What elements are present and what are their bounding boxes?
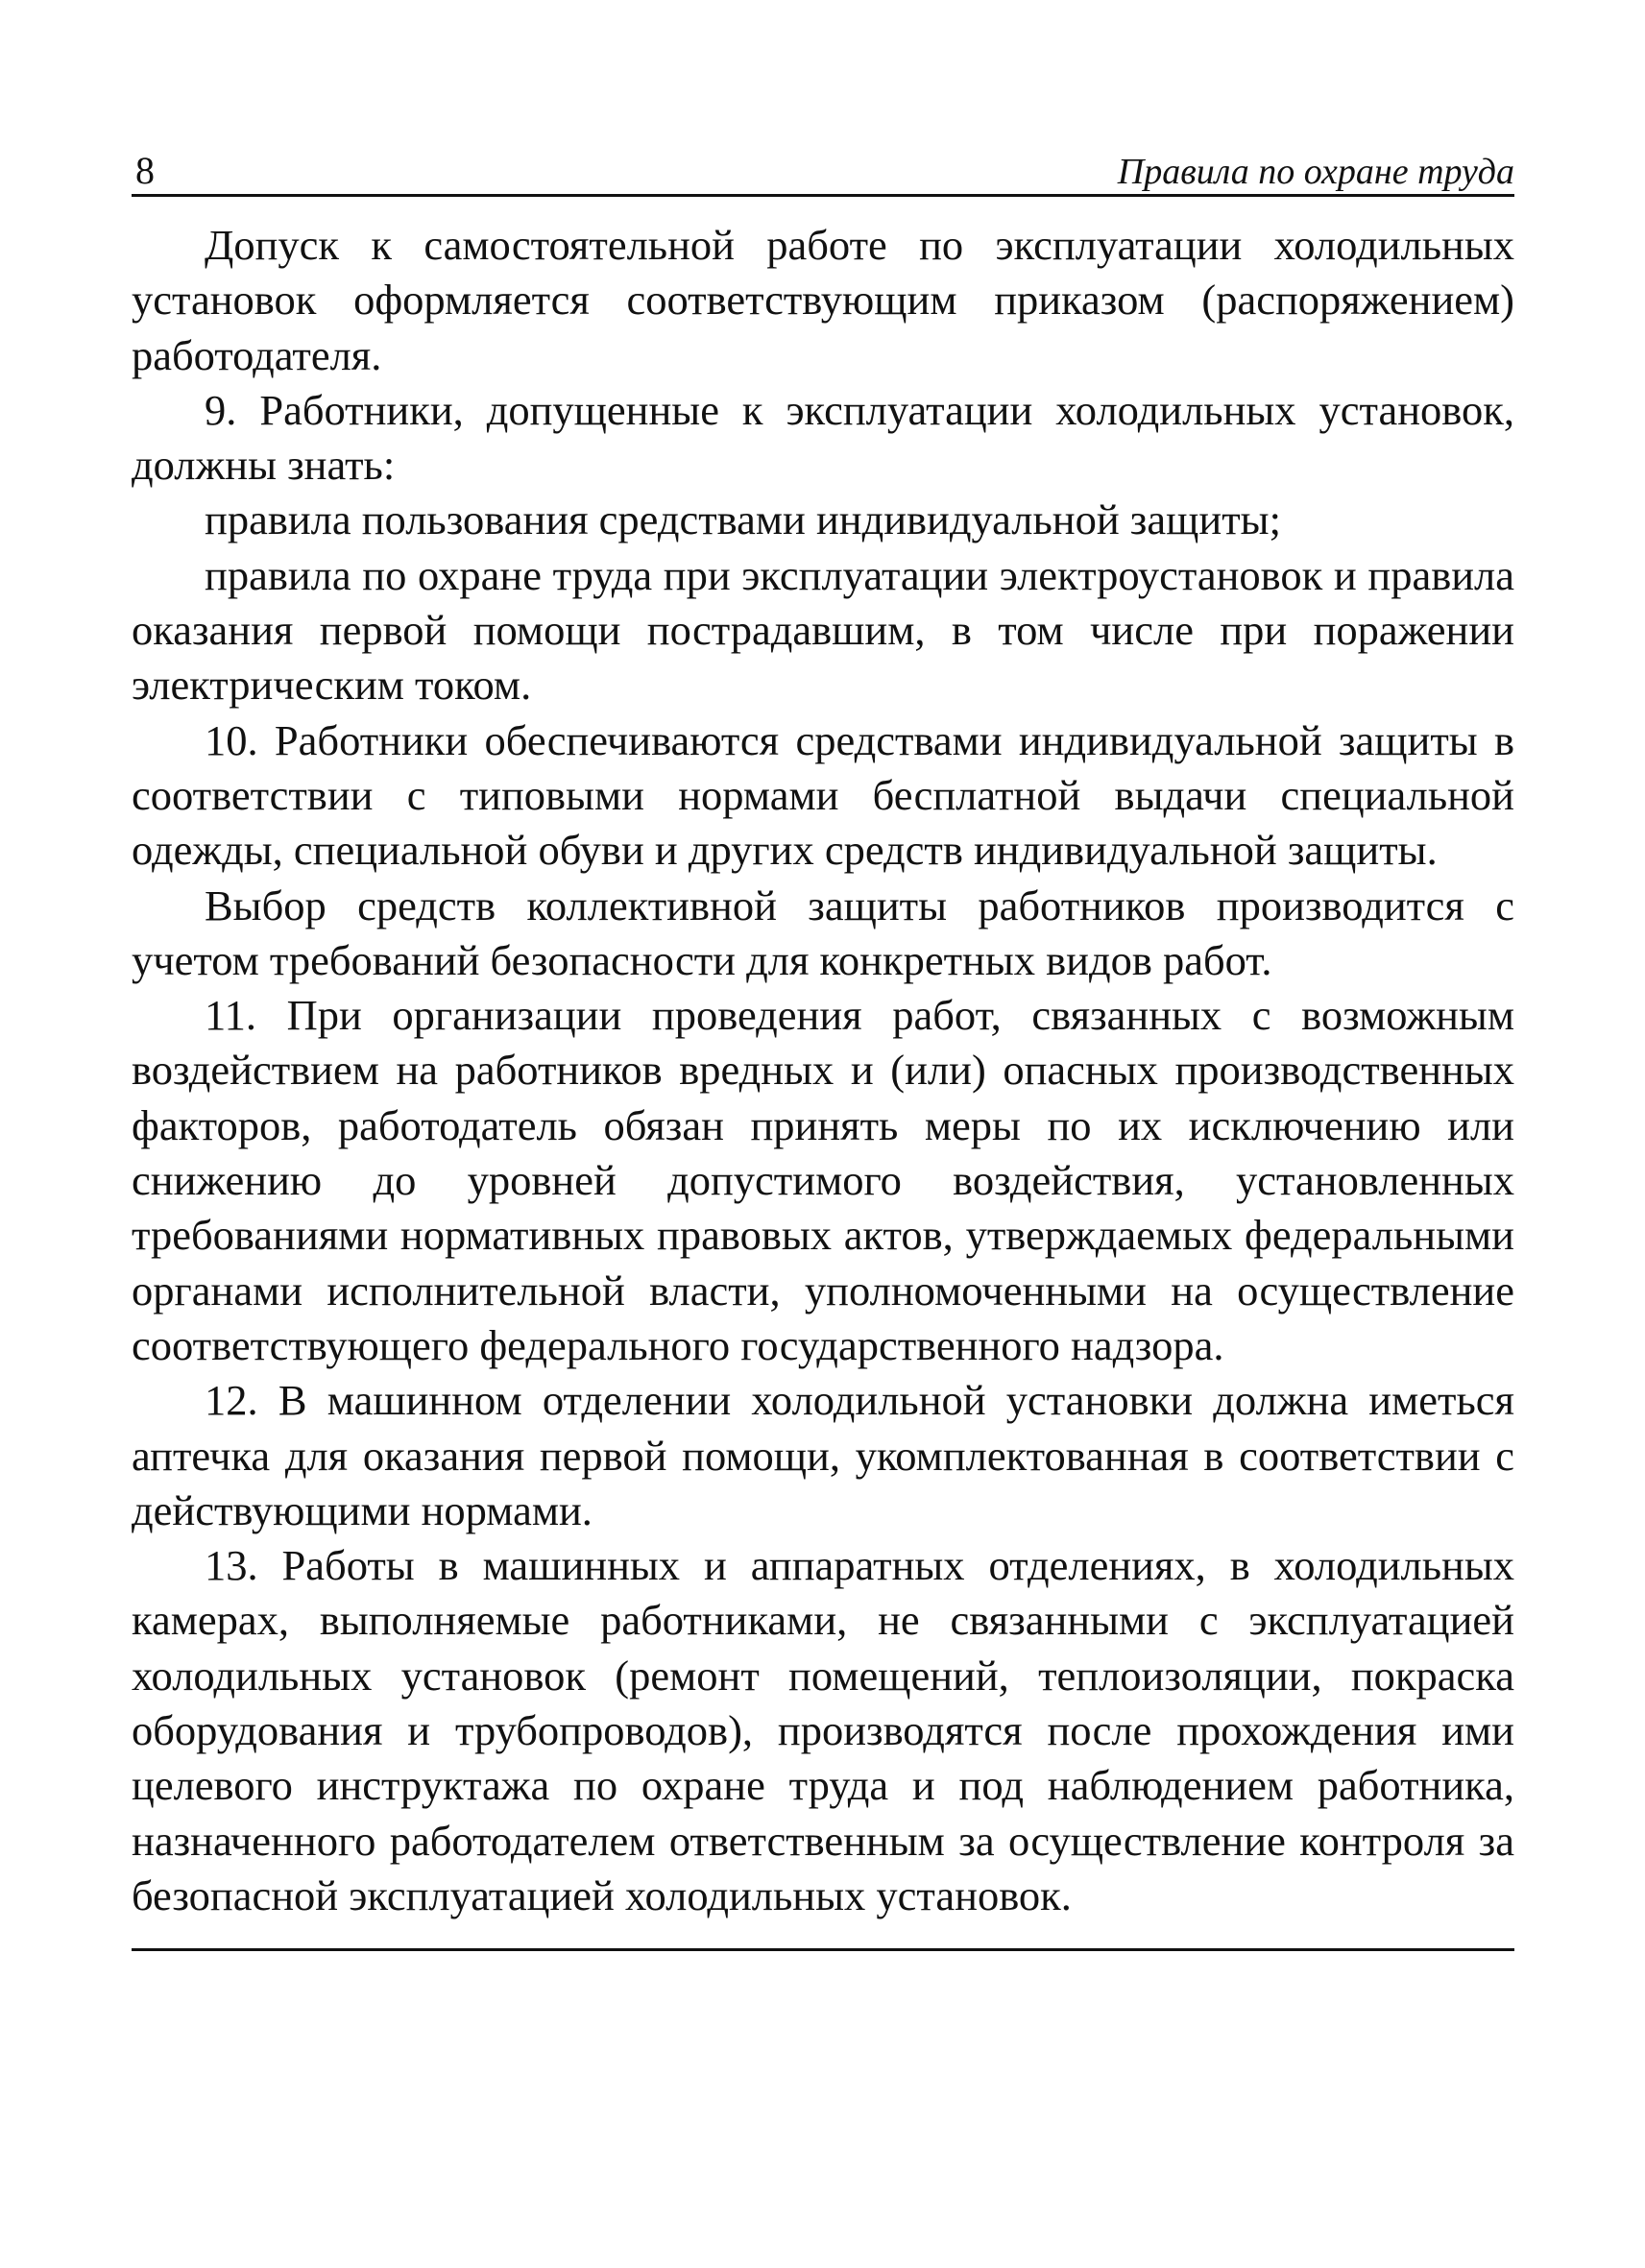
running-title: Правила по охране труда <box>1117 152 1514 192</box>
paragraph-admission: Допуск к самостоятельной работе по эксплуатации холодильных установок оформляется соответствующим приказом (распоряжением) работодателя. <box>132 221 1514 379</box>
paragraph-item-12: 12. В машинном отделении холодильной установки должна иметься аптечка для оказания первой помощи, укомплектованная в соответствии с действующими нормами. <box>132 1376 1514 1534</box>
page-number: 8 <box>135 149 155 192</box>
paragraph-item-9: 9. Работники, допущенные к эксплуатации холодильных установок, должны знать: <box>132 385 1514 490</box>
body-text <box>132 218 1514 1923</box>
document-page <box>132 144 1514 1951</box>
paragraph-item-9-ppe-rules: правила пользования средствами индивидуальной защиты; <box>205 495 1281 544</box>
paragraph-item-13: 13. Работы в машинных и аппаратных отделениях, в холодильных камерах, выполняемые работниками, не связанными с эксплуатацией холодильных установок (ремонт помещений, теплоизоляции, покраска оборудования и трубопроводов), производятся после прохождения ими целевого инструктажа по охране труда и под наблюдением работника, назначенного работодателем ответственным за осуществление контроля за безопасной эксплуатацией холодильных установок. <box>132 1541 1514 1919</box>
running-header <box>132 144 1514 197</box>
paragraph-item-11: 11. При организации проведения работ, связанных с возможным воздействием на работников вредных и (или) опасных производственных факторов, работодатель обязан принять меры по их исключению или снижению до уровней допустимого воздействия, установленных требованиями нормативных правовых актов, утверждаемых федеральными органами исполнительной власти, уполномоченными на осуществление соответствующего федерального государственного надзора. <box>132 991 1514 1369</box>
paragraph-item-9-electrical-rules: правила по охране труда при эксплуатации электроустановок и правила оказания первой помощи пострадавшим, в том числе при поражении электрическим током. <box>132 550 1514 710</box>
bottom-rule <box>132 1948 1514 1951</box>
paragraph-collective-protection: Выбор средств коллективной защиты работников производится с учетом требований безопасности для конкретных видов работ. <box>132 881 1514 984</box>
paragraph-item-10: 10. Работники обеспечиваются средствами индивидуальной защиты в соответствии с типовыми нормами бесплатной выдачи специальной одежды, специальной обуви и других средств индивидуальной защиты. <box>132 715 1514 875</box>
